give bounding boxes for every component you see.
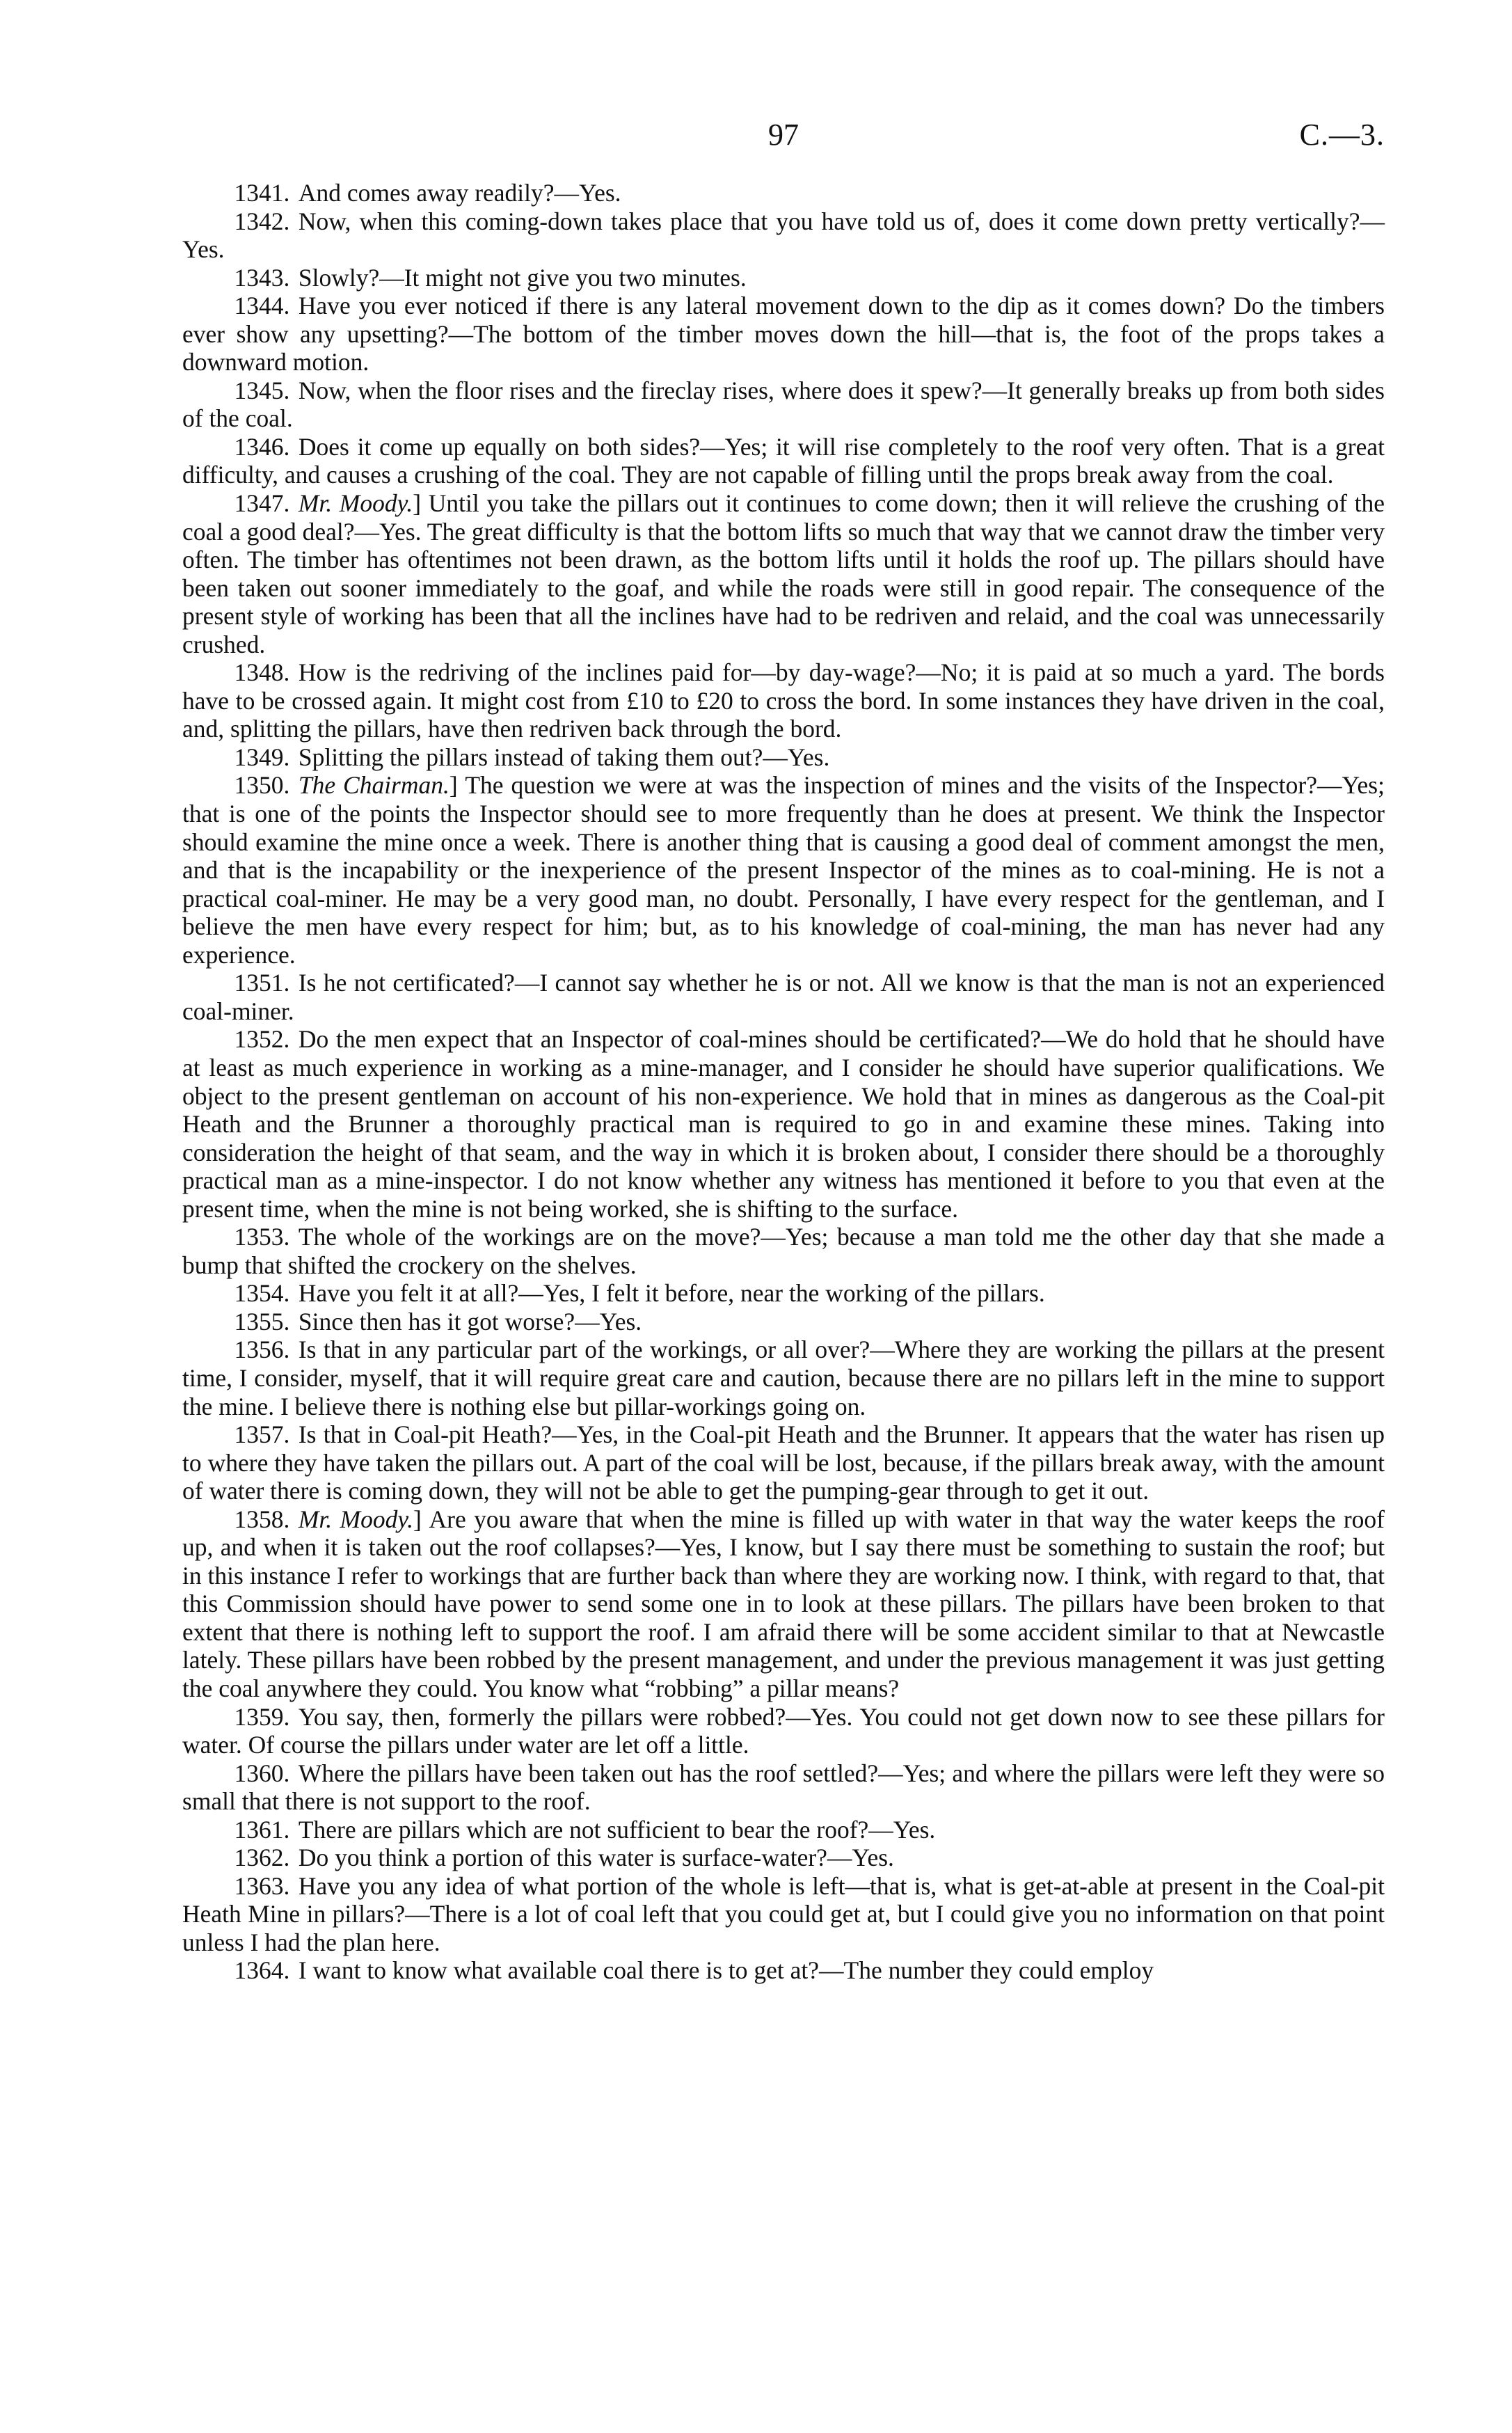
testimony-text: Do you think a portion of this water is surface-water?—Yes. — [298, 1844, 894, 1872]
testimony-entry — [182, 1816, 1385, 1844]
testimony-entry — [182, 1025, 1385, 1223]
question-number: 1362. — [234, 1844, 290, 1872]
question-number: 1347. — [234, 489, 290, 518]
testimony-text: Is he not certificated?—I cannot say whether he is or not. All we know is that the man is not an experienced coal-miner. — [182, 969, 1385, 1025]
testimony-entry — [182, 1703, 1385, 1759]
testimony-text: How is the redriving of the inclines paid for—by day-wage?—No; it is paid at so much a yard. The bords have to be crossed again. It might cost from £10 to £20 to cross the bord. In some instances they have driven in the coal, and, splitting the pillars, have then redriven back through the bord. — [182, 658, 1385, 743]
question-number: 1364. — [234, 1956, 290, 1985]
question-number: 1360. — [234, 1759, 290, 1787]
testimony-text: Does it come up equally on both sides?—Yes; it will rise completely to the roof very often. That is a great difficulty, and causes a crushing of the coal. They are not capable of filling until the props break away from the coal. — [182, 432, 1385, 489]
testimony-entry — [182, 1844, 1385, 1872]
speaker-bracket: ] — [413, 489, 422, 518]
question-number: 1345. — [234, 376, 290, 404]
testimony-entry — [182, 489, 1385, 658]
speaker-wrap — [299, 489, 429, 517]
testimony-entry — [182, 179, 1385, 207]
testimony-entry — [182, 743, 1385, 772]
testimony-entry — [182, 1336, 1385, 1420]
testimony-text: I want to know what available coal there is to get at?—The number they could employ — [298, 1956, 1154, 1985]
question-number: 1356. — [234, 1336, 290, 1364]
testimony-text: Slowly?—It might not give you two minutes. — [298, 263, 747, 292]
testimony-text: Is that in any particular part of the workings, or all over?—Where they are working the pillars at the present time, I consider, myself, that it will require great care and caution, because there are no pillars left in the mine to support the mine. I believe there is nothing else but pillar-workings going on. — [182, 1336, 1385, 1420]
question-number: 1359. — [234, 1702, 290, 1731]
testimony-text: Now, when the floor rises and the fireclay rises, where does it spew?—It generally breaks up from both sides of the coal. — [182, 376, 1385, 433]
question-number: 1353. — [234, 1223, 290, 1251]
question-number: 1348. — [234, 658, 290, 687]
question-number: 1346. — [234, 432, 290, 461]
question-number: 1350. — [234, 771, 290, 800]
testimony-text: Have you any idea of what portion of the whole is left—that is, what is get-at-able at present in the Coal-pit Heath Mine in pillars?—There is a lot of coal left that you could get at, but I could give you no information on that point unless I had the plan here. — [182, 1871, 1385, 1956]
question-number: 1363. — [234, 1871, 290, 1900]
testimony-text: You say, then, formerly the pillars were robbed?—Yes. You could not get down now to see these pillars for water. Of course the pillars under water are let off a little. — [182, 1702, 1385, 1759]
document-reference: C.—3. — [1299, 118, 1385, 152]
testimony-text: Where the pillars have been taken out has the roof settled?—Yes; and where the pillars were left they were so small that there is not support to the roof. — [182, 1759, 1385, 1816]
testimony-entry — [182, 292, 1385, 377]
testimony-entry — [182, 658, 1385, 743]
question-number: 1357. — [234, 1420, 290, 1449]
speaker-name: Mr. Moody. — [298, 489, 413, 518]
testimony-entry — [182, 1223, 1385, 1279]
testimony-text: Now, when this coming-down takes place that you have told us of, does it come down pretty vertically?—Yes. — [182, 207, 1385, 264]
question-number: 1351. — [234, 969, 290, 997]
testimony-entry — [182, 1308, 1385, 1336]
testimony-entry — [182, 1505, 1385, 1703]
question-number: 1352. — [234, 1025, 290, 1054]
testimony-text: And comes away readily?—Yes. — [298, 179, 621, 207]
testimony-text: The question we were at was the inspection of mines and the visits of the Inspector?—Yes; that is one of the points the Inspector should see to more frequently than he does at present. We think the Inspector should examine the mine once a week. There is another thing that is causing a good deal of comment amongst the men, and that is the incapability or the inexperience of the present Inspector of the mines as to coal-mining. He is not a practical coal-miner. He may be a very good man, no doubt. Personally, I have every respect for the gentleman, and I believe the men have every respect for him; but, as to his knowledge of coal-mining, the man has never had any experience. — [182, 771, 1385, 969]
testimony-entry — [182, 1956, 1385, 1985]
testimony-text: Have you ever noticed if there is any lateral movement down to the dip as it comes down? Do the timbers ever show any upsetting?—The bottom of the timber moves down the hill—that is, the foot of the props takes a downward motion. — [182, 292, 1385, 377]
speaker-bracket: ] — [449, 771, 458, 800]
testimony-text: Until you take the pillars out it continues to come down; then it will relieve the crushing of the coal a good deal?—Yes. The great difficulty is that the bottom lifts so much that way that we cannot draw the timber very often. The timber has oftentimes not been drawn, as the bottom lifts until it holds the roof up. The pillars should have been taken out sooner immediately to the goaf, and while the roads were still in good repair. The consequence of the present style of working has been that all the inclines have had to be redriven and relaid, and the coal was unnecessarily crushed. — [182, 489, 1385, 658]
testimony-entry — [182, 969, 1385, 1025]
speaker-bracket: ] — [413, 1505, 422, 1533]
page-header — [182, 117, 1385, 159]
testimony-entry — [182, 1759, 1385, 1816]
question-number: 1354. — [234, 1279, 290, 1308]
speaker-name: The Chairman. — [298, 771, 449, 800]
speaker-wrap — [299, 771, 465, 799]
speaker-name: Mr. Moody. — [298, 1505, 414, 1533]
testimony-entry — [182, 1420, 1385, 1505]
question-number: 1343. — [234, 263, 290, 292]
question-number: 1361. — [234, 1815, 290, 1844]
testimony-text: Have you felt it at all?—Yes, I felt it before, near the working of the pillars. — [298, 1279, 1045, 1308]
testimony-entry — [182, 377, 1385, 433]
testimony-text: Are you aware that when the mine is filled up with water in that way the water keeps the roof up, and when it is taken out the roof collapses?—Yes, I know, but I say there must be something to sustain the roof; but in this instance I refer to workings that are further back than where they are working now. I think, with regard to that, that this Commission should have power to send some one in to look at these pillars. The pillars have been broken to that extent that there is nothing left to support the roof. I am afraid there will be some accident similar to that at Newcastle lately. These pillars have been robbed by the present management, and under the previous management it was just getting the coal anywhere they could. You know what “robbing” a pillar means? — [182, 1505, 1385, 1702]
testimony-entry — [182, 1279, 1385, 1308]
testimony-body — [182, 179, 1385, 1985]
testimony-text: Is that in Coal-pit Heath?—Yes, in the Coal-pit Heath and the Brunner. It appears that the water has risen up to where they have taken the pillars out. A part of the coal will be lost, because, if the pillars break away, with the amount of water there is coming down, they will not be able to get the pumping-gear through to get it out. — [182, 1420, 1385, 1505]
question-number: 1358. — [234, 1505, 290, 1533]
testimony-entry — [182, 771, 1385, 969]
testimony-text: Since then has it got worse?—Yes. — [298, 1307, 642, 1336]
page-number: 97 — [768, 118, 799, 152]
question-number: 1355. — [234, 1307, 290, 1336]
testimony-text: Do the men expect that an Inspector of coal-mines should be certificated?—We do hold that he should have at least as much experience in working as a mine-manager, and I consider he should have superior qualifications. We object to the present gentleman on account of his non-experience. We hold that in mines as dangerous as the Coal-pit Heath and the Brunner a thoroughly practical man is required to go in and examine these mines. Taking into consideration the height of that seam, and the way in which it is broken about, I consider there should be a thoroughly practical man as a mine-inspector. I do not know whether any witness has mentioned it before to you that even at the present time, when the mine is not being worked, she is shifting to the surface. — [182, 1025, 1385, 1223]
question-number: 1349. — [234, 743, 290, 771]
testimony-text: Splitting the pillars instead of taking them out?—Yes. — [298, 743, 830, 771]
testimony-entry — [182, 433, 1385, 489]
question-number: 1342. — [234, 207, 290, 235]
testimony-entry — [182, 207, 1385, 264]
speaker-wrap — [299, 1505, 429, 1533]
testimony-entry — [182, 1872, 1385, 1957]
testimony-entry — [182, 264, 1385, 292]
testimony-text: The whole of the workings are on the move?—Yes; because a man told me the other day that she made a bump that shifted the crockery on the shelves. — [182, 1223, 1385, 1279]
question-number: 1341. — [234, 179, 290, 207]
question-number: 1344. — [234, 292, 290, 320]
testimony-text: There are pillars which are not sufficient to bear the roof?—Yes. — [298, 1815, 936, 1844]
